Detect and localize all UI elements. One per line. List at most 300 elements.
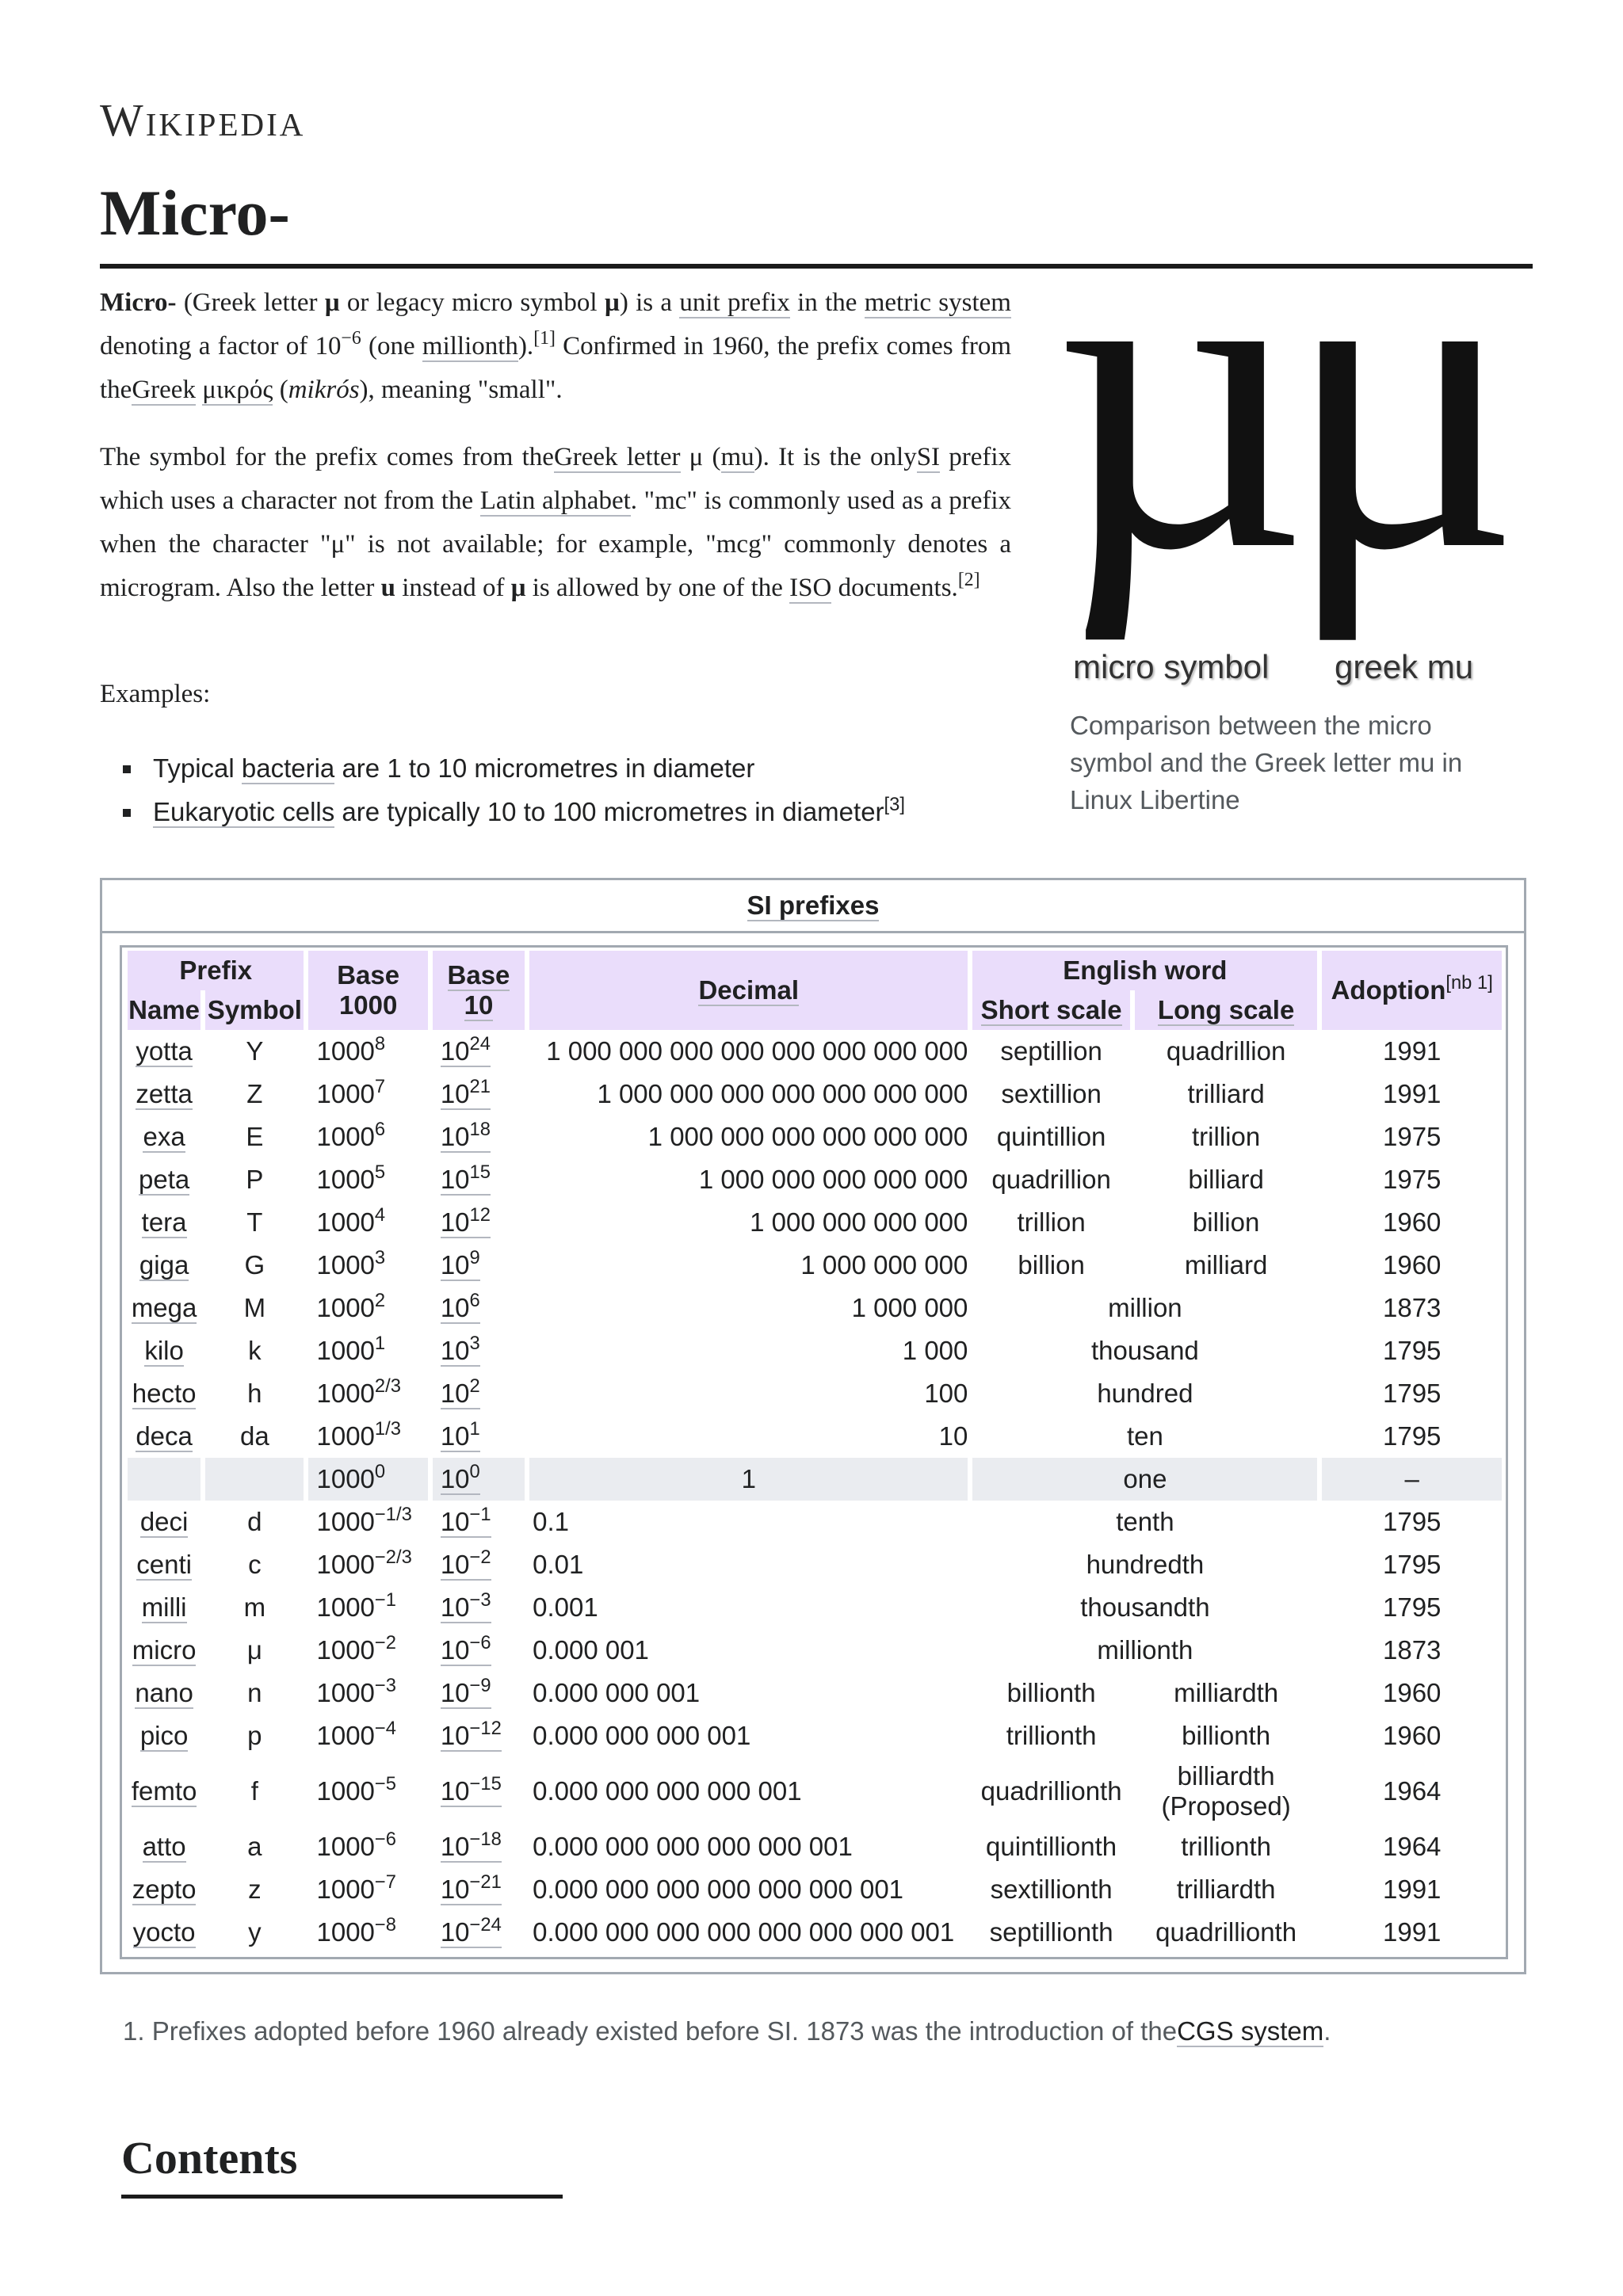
cell-decimal: [529, 1586, 968, 1629]
cell-base-1000: [308, 1287, 427, 1329]
cell-long-scale: [1135, 1757, 1318, 1825]
adoption-year: 1975: [1382, 1165, 1442, 1194]
long-scale-word: billiard: [1188, 1165, 1264, 1194]
table-row: [128, 1868, 1502, 1911]
link-si-prefixes[interactable]: SI prefixes: [747, 891, 880, 920]
cell-decimal: [529, 1629, 968, 1672]
decimal-value: 0.000 001: [533, 1635, 649, 1665]
letter-u-bold: u: [380, 574, 396, 602]
link-cgs-system[interactable]: CGS system: [1177, 2016, 1324, 2046]
adoption-year: 1960: [1382, 1721, 1442, 1750]
base1000-exponent: 3: [374, 1246, 386, 1268]
english-word: thousandth: [1080, 1592, 1210, 1622]
prefix-name-link[interactable]: peta: [138, 1165, 190, 1194]
adoption-year: 1873: [1382, 1293, 1442, 1322]
base1000-exponent: 2/3: [374, 1375, 401, 1397]
cell-adoption: [1322, 1073, 1502, 1116]
transliteration: mikrós: [288, 376, 360, 404]
cell-decimal: [529, 1158, 968, 1201]
english-word: one: [1123, 1464, 1167, 1493]
base10-link[interactable]: [440, 1203, 491, 1238]
english-word: million: [1108, 1293, 1182, 1322]
prefix-name-link[interactable]: exa: [143, 1122, 185, 1151]
cell-decimal: [529, 1543, 968, 1586]
cell-decimal: [529, 1116, 968, 1158]
base1000-value: 1000: [316, 1507, 375, 1536]
adoption-year: 1991: [1382, 1079, 1442, 1108]
cell-base-10: [433, 1372, 525, 1415]
cell-base-1000: [308, 1329, 427, 1372]
prefix-name-link[interactable]: tera: [141, 1207, 187, 1237]
long-scale-word: billiardth (Proposed): [1161, 1761, 1291, 1821]
prefix-name-link[interactable]: yotta: [136, 1036, 193, 1066]
greek-mu-bold: μ: [324, 288, 340, 317]
cell-decimal: [529, 1073, 968, 1116]
page-title: Micro-: [100, 177, 290, 249]
table-row: [128, 1329, 1502, 1372]
cell-symbol: [205, 1458, 304, 1501]
base10-link[interactable]: [440, 1332, 480, 1367]
base10-exponent: −24: [469, 1913, 502, 1936]
note-nb1[interactable]: [nb 1]: [1445, 971, 1493, 994]
cell-english-word: [972, 1329, 1317, 1372]
text: ). It is the only: [754, 443, 917, 471]
base10-link[interactable]: [440, 1674, 491, 1709]
wikipedia-logo[interactable]: [100, 93, 305, 147]
cell-short-scale: [972, 1714, 1129, 1757]
base10-link[interactable]: [440, 1118, 491, 1153]
cell-symbol: [205, 1629, 304, 1672]
link-unit-prefix[interactable]: unit prefix: [679, 288, 790, 317]
decimal-value: 1 000 000 000 000: [750, 1207, 968, 1237]
prefix-name-link[interactable]: kilo: [144, 1336, 184, 1365]
cell-base-10: [433, 1543, 525, 1586]
base1000-exponent: −5: [374, 1772, 396, 1794]
base10-value: 10: [440, 1678, 470, 1707]
long-scale-word: milliard: [1184, 1250, 1268, 1280]
prefix-symbol: da: [239, 1421, 269, 1451]
infobox-figure: [1052, 151, 1537, 814]
table-row: [128, 1501, 1502, 1543]
prefix-name-link[interactable]: milli: [141, 1592, 187, 1622]
base10-value: 10: [440, 1776, 470, 1806]
link-short-scale[interactable]: Short scale: [980, 995, 1122, 1024]
cell-decimal: [529, 1501, 968, 1543]
footnote-number: 1.: [123, 2016, 145, 2046]
link-mu[interactable]: mu: [720, 443, 754, 471]
base10-link[interactable]: [440, 1871, 502, 1905]
adoption-year: 1795: [1382, 1336, 1442, 1365]
base10-value: 10: [440, 1721, 470, 1750]
cell-adoption: [1322, 1458, 1502, 1501]
link-long-scale[interactable]: Long scale: [1157, 995, 1295, 1024]
cell-symbol: [205, 1116, 304, 1158]
base10-exponent: 1: [469, 1417, 480, 1440]
base10-link[interactable]: [440, 1246, 480, 1281]
prefix-symbol: h: [247, 1379, 262, 1408]
mu-comparison-image[interactable]: [1052, 151, 1537, 642]
cell-base-10: [433, 1073, 525, 1116]
prefix-name-link[interactable]: yocto: [132, 1917, 196, 1947]
base1000-value: 1000: [316, 1293, 375, 1322]
link-base-10[interactable]: Base 10: [447, 960, 510, 1020]
prefix-name-link[interactable]: atto: [142, 1832, 186, 1861]
cell-name: [128, 1629, 200, 1672]
cell-name: [128, 1757, 200, 1825]
long-scale-word: quadrillionth: [1155, 1917, 1297, 1947]
cell-adoption: [1322, 1868, 1502, 1911]
decimal-value: 0.000 000 000 000 000 000 000 001: [533, 1917, 955, 1947]
cell-symbol: [205, 1543, 304, 1586]
cell-long-scale: [1135, 1073, 1318, 1116]
adoption-year: 1964: [1382, 1776, 1442, 1806]
greek-mu-bold: μ: [510, 574, 526, 602]
link-si[interactable]: SI: [916, 443, 941, 471]
short-scale-word: septillionth: [989, 1917, 1113, 1947]
base10-link[interactable]: [440, 1417, 480, 1452]
prefix-name-link[interactable]: nano: [135, 1678, 193, 1707]
table-row: [128, 1030, 1502, 1073]
base10-exponent: −2: [469, 1546, 491, 1568]
footnote: [123, 2016, 1331, 2046]
cell-base-10: [433, 1287, 525, 1329]
base10-link[interactable]: [440, 1032, 491, 1067]
cell-decimal: [529, 1825, 968, 1868]
cell-symbol: [205, 1073, 304, 1116]
base1000-exponent: −1: [374, 1589, 396, 1611]
decimal-value: 0.01: [533, 1550, 584, 1579]
adoption-year: 1991: [1382, 1875, 1442, 1904]
long-scale-word: milliardth: [1174, 1678, 1279, 1707]
intro-paragraph-1: [100, 281, 1011, 412]
english-word: thousand: [1090, 1336, 1199, 1365]
cell-base-1000: [308, 1672, 427, 1714]
base1000-value: 1000: [316, 1776, 375, 1806]
long-scale-word: trilliardth: [1176, 1875, 1276, 1904]
cell-adoption: [1322, 1158, 1502, 1201]
cell-english-word: [972, 1543, 1317, 1586]
base1000-value: 1000: [316, 1678, 375, 1707]
list-item: [100, 746, 905, 790]
cell-decimal: [529, 1672, 968, 1714]
prefix-symbol: d: [247, 1507, 262, 1536]
base10-value: 10: [440, 1507, 470, 1536]
cell-name: [128, 1501, 200, 1543]
adoption-year: 1873: [1382, 1635, 1442, 1665]
table-row: [128, 1415, 1502, 1458]
base10-value: 10: [440, 1550, 470, 1579]
cell-base-1000: [308, 1501, 427, 1543]
greek-mu-glyph: μ: [1284, 151, 1522, 642]
cell-decimal: [529, 1372, 968, 1415]
base10-link[interactable]: [440, 1772, 502, 1807]
cell-name: [128, 1201, 200, 1244]
text: documents.: [831, 574, 958, 602]
base10-exponent: −1: [469, 1503, 491, 1525]
cell-symbol: [205, 1586, 304, 1629]
prefix-symbol: a: [247, 1832, 262, 1861]
link-bacteria[interactable]: bacteria: [241, 753, 335, 783]
adoption-year: 1991: [1382, 1917, 1442, 1947]
ref-2[interactable]: [2]: [957, 569, 980, 590]
cell-long-scale: [1135, 1825, 1318, 1868]
cell-decimal: [529, 1714, 968, 1757]
base10-value: 10: [440, 1293, 470, 1322]
base10-link[interactable]: [440, 1460, 480, 1495]
cell-long-scale: [1135, 1158, 1318, 1201]
decimal-value: 1 000 000 000 000 000: [698, 1165, 968, 1194]
base10-exponent: 21: [469, 1075, 491, 1097]
table-row: [128, 1672, 1502, 1714]
base10-exponent: 15: [469, 1161, 491, 1183]
base10-link[interactable]: [440, 1161, 491, 1196]
base10-exponent: −3: [469, 1589, 491, 1611]
label-greek-mu: greek mu: [1335, 648, 1474, 685]
cell-english-word: [972, 1629, 1317, 1672]
prefix-symbol: G: [244, 1250, 265, 1280]
cell-long-scale: [1135, 1672, 1318, 1714]
decimal-value: 1 000 000 000 000 000 000: [647, 1122, 968, 1151]
cell-name: [128, 1329, 200, 1372]
base10-value: 10: [440, 1165, 470, 1194]
base10-link[interactable]: [440, 1546, 491, 1581]
adoption-year: –: [1404, 1464, 1419, 1493]
base10-link[interactable]: [440, 1589, 491, 1623]
cell-base-1000: [308, 1911, 427, 1954]
cell-base-10: [433, 1116, 525, 1158]
link-millionth[interactable]: millionth: [422, 332, 518, 360]
cell-short-scale: [972, 1672, 1129, 1714]
prefix-symbol: Z: [246, 1079, 263, 1108]
text: is allowed by one of the: [525, 574, 790, 602]
cell-name: [128, 1415, 200, 1458]
base1000-value: 1000: [316, 1917, 375, 1947]
cell-name: [128, 1543, 200, 1586]
base1000-exponent: −4: [374, 1717, 396, 1739]
cell-base-10: [433, 1911, 525, 1954]
table-row: [128, 1073, 1502, 1116]
prefix-name-link[interactable]: hecto: [132, 1379, 197, 1408]
base1000-exponent: 1: [374, 1332, 386, 1354]
cell-long-scale: [1135, 1116, 1318, 1158]
base1000-exponent: −7: [374, 1871, 396, 1893]
cell-short-scale: [972, 1868, 1129, 1911]
base1000-exponent: 1/3: [374, 1417, 401, 1440]
decimal-value: 0.000 000 000 000 000 000 001: [533, 1875, 904, 1904]
cell-symbol: [205, 1372, 304, 1415]
cell-name: [128, 1458, 200, 1501]
base10-value: 10: [440, 1036, 470, 1066]
cell-base-1000: [308, 1757, 427, 1825]
base10-link[interactable]: [440, 1075, 491, 1110]
link-greek-letter[interactable]: Greek letter: [553, 443, 681, 471]
base10-value: 10: [440, 1917, 470, 1947]
base1000-exponent: −8: [374, 1913, 396, 1936]
decimal-value: 1: [741, 1464, 756, 1493]
cell-base-10: [433, 1825, 525, 1868]
base10-value: 10: [440, 1336, 470, 1365]
base10-link[interactable]: [440, 1503, 491, 1538]
cell-base-1000: [308, 1629, 427, 1672]
cell-base-10: [433, 1501, 525, 1543]
prefix-symbol: μ: [246, 1635, 262, 1665]
prefix-name-link[interactable]: micro: [132, 1635, 197, 1665]
cell-symbol: [205, 1825, 304, 1868]
base10-exponent: 6: [469, 1289, 480, 1311]
prefix-name-link[interactable]: pico: [139, 1721, 189, 1750]
adoption-year: 1795: [1382, 1421, 1442, 1451]
cell-symbol: [205, 1911, 304, 1954]
table-row: [128, 1244, 1502, 1287]
decimal-value: 0.1: [533, 1507, 569, 1536]
base1000-value: 1000: [316, 1635, 375, 1665]
decimal-value: 0.001: [533, 1592, 598, 1622]
adoption-year: 1991: [1382, 1036, 1442, 1066]
cell-base-10: [433, 1458, 525, 1501]
link-metric-system[interactable]: metric system: [864, 288, 1011, 317]
table-row: [128, 1629, 1502, 1672]
base10-link[interactable]: [440, 1913, 502, 1948]
cell-decimal: [529, 1329, 968, 1372]
cell-short-scale: [972, 1030, 1129, 1073]
base10-exponent: 2: [469, 1375, 480, 1397]
cell-base-1000: [308, 1030, 427, 1073]
decimal-value: 100: [924, 1379, 968, 1408]
prefix-name-link[interactable]: giga: [139, 1250, 189, 1280]
base1000-exponent: 6: [374, 1118, 386, 1140]
table-row: [128, 1287, 1502, 1329]
cell-base-10: [433, 1714, 525, 1757]
ref-1[interactable]: [1]: [533, 327, 556, 349]
long-scale-word: quadrillion: [1166, 1036, 1286, 1066]
cell-english-word: [972, 1458, 1317, 1501]
term-bold: Micro-: [100, 288, 177, 317]
prefix-name-link[interactable]: zepto: [132, 1875, 197, 1904]
table-row: [128, 1714, 1502, 1757]
base10-exponent: −6: [469, 1631, 491, 1653]
cell-adoption: [1322, 1757, 1502, 1825]
base1000-exponent: −6: [374, 1828, 396, 1850]
cell-name: [128, 1073, 200, 1116]
short-scale-word: sextillion: [1001, 1079, 1102, 1108]
cell-decimal: [529, 1911, 968, 1954]
label-micro-symbol: micro symbol: [1073, 648, 1270, 685]
cell-symbol: [205, 1244, 304, 1287]
prefix-symbol: Y: [246, 1036, 264, 1066]
cell-symbol: [205, 1158, 304, 1201]
english-word: millionth: [1097, 1635, 1193, 1665]
cell-symbol: [205, 1714, 304, 1757]
cell-name: [128, 1244, 200, 1287]
cell-adoption: [1322, 1030, 1502, 1073]
text: ).: [517, 332, 534, 360]
base1000-value: 1000: [316, 1464, 375, 1493]
cell-adoption: [1322, 1911, 1502, 1954]
prefix-symbol: c: [248, 1550, 262, 1579]
decimal-value: 0.000 000 000 000 001: [533, 1776, 802, 1806]
col-adoption: [1322, 951, 1502, 1030]
text: (one: [361, 332, 422, 360]
prefix-symbol: y: [248, 1917, 262, 1947]
link-greek[interactable]: Greek: [132, 376, 196, 404]
cell-adoption: [1322, 1825, 1502, 1868]
english-word: ten: [1126, 1421, 1163, 1451]
cell-english-word: [972, 1415, 1317, 1458]
si-prefixes-header: [102, 880, 1524, 933]
base10-link[interactable]: [440, 1289, 480, 1324]
adoption-year: 1795: [1382, 1379, 1442, 1408]
base10-link[interactable]: [440, 1375, 480, 1409]
prefix-name-link[interactable]: femto: [131, 1776, 197, 1806]
col-symbol: Symbol: [205, 990, 304, 1030]
link-mikros[interactable]: μικρός: [202, 376, 273, 404]
text: or legacy micro symbol: [339, 288, 605, 317]
text: . "mc" is commonly used as a prefix when the character "μ" is not available; for example, "mcg" commonly denotes a microgram. Also the letter: [100, 486, 1011, 602]
link-eukaryotic-cells[interactable]: Eukaryotic cells: [153, 797, 335, 826]
text: denoting a factor of 10: [100, 332, 342, 360]
base1000-value: 1000: [316, 1832, 375, 1861]
short-scale-word: quintillion: [996, 1122, 1106, 1151]
text: in the: [789, 288, 865, 317]
cell-decimal: [529, 1458, 968, 1501]
text: are 1 to 10 micrometres in diameter: [334, 753, 755, 783]
cell-english-word: [972, 1287, 1317, 1329]
table-row: [128, 1586, 1502, 1629]
ref-3[interactable]: [3]: [884, 793, 905, 815]
cell-long-scale: [1135, 1911, 1318, 1954]
base10-link[interactable]: [440, 1717, 502, 1752]
cell-adoption: [1322, 1629, 1502, 1672]
base10-value: 10: [440, 1122, 470, 1151]
decimal-value: 10: [938, 1421, 968, 1451]
cell-short-scale: [972, 1825, 1129, 1868]
short-scale-word: septillion: [1000, 1036, 1102, 1066]
micro-sign-bold: µ: [604, 288, 620, 317]
cell-base-1000: [308, 1714, 427, 1757]
cell-base-10: [433, 1030, 525, 1073]
base1000-value: 1000: [316, 1421, 375, 1451]
base10-exponent: 24: [469, 1032, 491, 1055]
prefix-symbol: E: [246, 1122, 264, 1151]
prefix-name-link[interactable]: centi: [136, 1550, 192, 1579]
cell-base-1000: [308, 1116, 427, 1158]
base1000-exponent: −2/3: [374, 1546, 412, 1568]
base1000-value: 1000: [316, 1036, 375, 1066]
base10-link[interactable]: [440, 1828, 502, 1863]
cell-symbol: [205, 1030, 304, 1073]
table-row: [128, 1372, 1502, 1415]
link-iso[interactable]: ISO: [789, 574, 832, 602]
decimal-value: 0.000 000 000 000 000 001: [533, 1832, 853, 1861]
decimal-value: 1 000: [902, 1336, 968, 1365]
cell-base-10: [433, 1757, 525, 1825]
prefix-name-link[interactable]: zetta: [136, 1079, 193, 1108]
prefix-symbol: p: [247, 1721, 262, 1750]
adoption-year: 1975: [1382, 1122, 1442, 1151]
text: μ (: [680, 443, 721, 471]
footnote-text: Prefixes adopted before 1960 already existed before SI. 1873 was the introduction of the: [151, 2016, 1178, 2046]
link-decimal[interactable]: Decimal: [698, 975, 800, 1005]
adoption-year: 1795: [1382, 1507, 1442, 1536]
prefix-name-link[interactable]: deca: [136, 1421, 193, 1451]
base10-exponent: −12: [469, 1717, 502, 1739]
base10-exponent: −18: [469, 1828, 502, 1850]
prefix-name-link[interactable]: mega: [131, 1293, 197, 1322]
prefix-name-link[interactable]: deci: [139, 1507, 189, 1536]
link-latin-alphabet[interactable]: Latin alphabet: [479, 486, 631, 515]
base10-exponent: −15: [469, 1772, 502, 1794]
base10-link[interactable]: [440, 1631, 491, 1666]
